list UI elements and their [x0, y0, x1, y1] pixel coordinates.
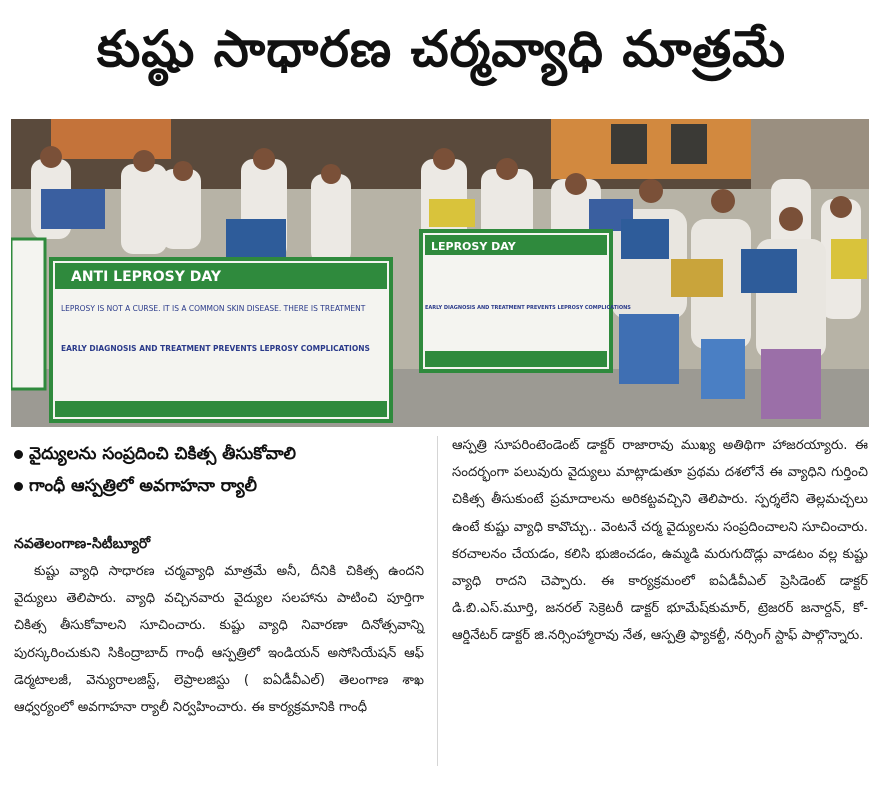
highlights	[14, 438, 424, 502]
article-paragraph-left: కుష్టు వ్యాధి సాధారణ చర్మవ్యాధి మాత్రమే అనీ, దీనికి చికిత్స ఉందని వైద్యులు తెలిపారు. వ్యాధి వచ్చినవారు వైద్యుల సలహాను పాటించి పూర్తిగా చికిత్స తీసుకోవాలని సూచించారు. కుష్టు వ్యాధి నివారణా దినోత్సవాన్ని పురస్కరించుకుని సికింద్రాబాద్ గాంధీ ఆస్పత్రిలో ఇండియన్ అసోసియేషన్ ఆఫ్ డెర్మటాలజీ, వెన్యురాలజిస్ట్, లెప్రాలజిస్టు ( ఐఏడీవీఎల్) తెలంగాణ శాఖ ఆధ్వర్యంలో అవగాహనా ర్యాలీ నిర్వహించారు. ఈ కార్యక్రమానికి గాంధీ	[14, 564, 424, 716]
banner-left-title: ANTI LEPROSY DAY	[71, 269, 221, 285]
article-column-left	[14, 532, 424, 721]
highlight-item: వైద్యులను సంప్రదించి చికిత్స తీసుకోవాలి	[14, 438, 424, 470]
bullet-dot-icon	[14, 450, 23, 459]
article-paragraph-right: ఆస్పత్రి సూపరింటెండెంట్ డాక్టర్ రాజారావు ముఖ్య అతిథిగా హాజరయ్యారు. ఈ సందర్భంగా పలువురు వైద్యులు మాట్లాడుతూ ప్రథమ దశలోనే ఈ వ్యాధిని గుర్తించి చికిత్స తీసుకుంటే ప్రమాదాలను అరికట్టవచ్చిని తెలిపారు. స్పర్శలేని తెల్లమచ్చలు ఉంటే కుష్టు వ్యాధి కావొచ్చు.. వెంటనే చర్మ వైద్యులను సంప్రదించాలని సూచించారు. కరచాలనం చేయడం, కలిసి భుజించడం, ఉమ్మడి మరుగుదొడ్లు వాడటం వల్ల కుష్టు వ్యాధి రాదని చెప్పారు. ఈ కార్యక్రమంలో ఐఏడీవీఎల్ ప్రెసిడెంట్ డాక్టర్ డి.బి.ఎస్.మూర్తి, జనరల్ సెక్రెటరీ డాక్టర్ భూమేష్‌కుమార్, ట్రెజరర్ జనార్దన్, కో-ఆర్డినేటర్ డాక్టర్ జి.నర్సింహ్మారావు నేత, ఆస్పత్రి ఫ్యాకల్టీ, నర్సింగ్ స్టాఫ్ పాల్గొన్నారు.	[452, 438, 868, 644]
bullet-dot-icon	[14, 482, 23, 491]
highlight-item: గాంధీ ఆస్పత్రిలో అవగాహనా ర్యాలీ	[14, 470, 424, 502]
banner-left-line-1: LEPROSY IS NOT A CURSE. IT IS A COMMON SKIN DISEASE. THERE IS TREATMENT	[61, 304, 366, 313]
byline: నవతెలంగాణ-సిటీబ్యూరో	[14, 536, 151, 552]
banner-right-title: LEPROSY DAY	[431, 240, 516, 253]
headline: కుష్ఠు సాధారణ చర్మవ్యాధి మాత్రమే	[96, 19, 787, 78]
banner-left-line-2: EARLY DIAGNOSIS AND TREATMENT PREVENTS LEPROSY COMPLICATIONS	[61, 344, 370, 353]
article-column-right	[452, 432, 868, 650]
column-divider	[437, 436, 438, 766]
news-photo	[11, 119, 869, 427]
banner-right-line-1: EARLY DIAGNOSIS AND TREATMENT PREVENTS LEPROSY COMPLICATIONS	[425, 305, 631, 311]
